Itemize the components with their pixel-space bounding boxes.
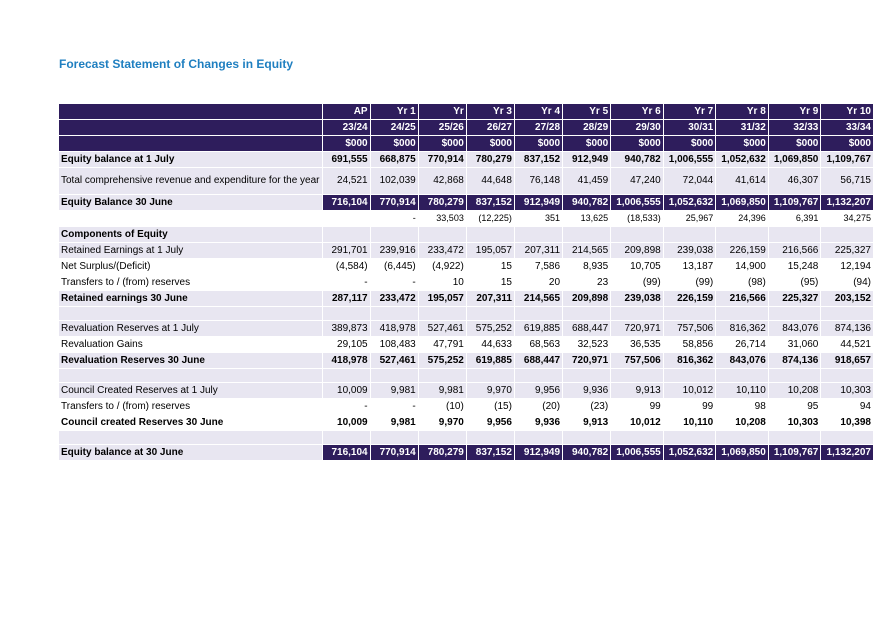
value-cell: 874,136 — [821, 321, 874, 337]
value-cell: 720,971 — [611, 321, 664, 337]
value-cell: 770,914 — [370, 445, 418, 461]
header-cell: $000 — [322, 136, 370, 152]
header-cell: Yr 3 — [466, 104, 514, 120]
value-cell: 1,109,767 — [768, 445, 821, 461]
value-cell — [716, 227, 769, 243]
header-cell: 23/24 — [322, 120, 370, 136]
value-cell — [821, 227, 874, 243]
value-cell: 1,069,850 — [716, 445, 769, 461]
value-cell: 10,009 — [322, 415, 370, 431]
value-cell: 619,885 — [466, 353, 514, 369]
value-cell — [768, 431, 821, 445]
value-cell: (10) — [418, 399, 466, 415]
value-cell: 619,885 — [514, 321, 562, 337]
header-cell: Yr 4 — [514, 104, 562, 120]
table-row — [59, 445, 874, 461]
value-cell: 31,060 — [768, 337, 821, 353]
value-cell: 668,875 — [370, 152, 418, 168]
value-cell — [418, 307, 466, 321]
value-cell: 13,625 — [563, 211, 611, 227]
value-cell: 10,398 — [821, 415, 874, 431]
value-cell: 41,459 — [563, 168, 611, 195]
value-cell: 26,714 — [716, 337, 769, 353]
value-cell: 10,208 — [768, 383, 821, 399]
header-cell: Yr 1 — [370, 104, 418, 120]
value-cell: 10,303 — [821, 383, 874, 399]
value-cell: 209,898 — [563, 291, 611, 307]
value-cell: 15,248 — [768, 259, 821, 275]
value-cell: 780,279 — [418, 195, 466, 211]
header-row — [59, 104, 874, 120]
value-cell — [768, 227, 821, 243]
row-label: Components of Equity — [59, 227, 323, 243]
value-cell — [418, 369, 466, 383]
value-cell: 9,956 — [514, 383, 562, 399]
value-cell: 239,038 — [663, 243, 716, 259]
value-cell: 44,633 — [466, 337, 514, 353]
value-cell: 12,194 — [821, 259, 874, 275]
value-cell: 226,159 — [716, 243, 769, 259]
value-cell — [611, 369, 664, 383]
value-cell: 287,117 — [322, 291, 370, 307]
table-row — [59, 259, 874, 275]
header-label-cell — [59, 120, 323, 136]
value-cell: 10,208 — [716, 415, 769, 431]
value-cell: 757,506 — [663, 321, 716, 337]
header-cell: 27/28 — [514, 120, 562, 136]
value-cell: 716,104 — [322, 195, 370, 211]
value-cell: 29,105 — [322, 337, 370, 353]
value-cell — [563, 431, 611, 445]
header-cell: $000 — [768, 136, 821, 152]
value-cell: 233,472 — [370, 291, 418, 307]
row-label: Total comprehensive revenue and expenditure for the year — [59, 168, 323, 195]
table-row — [59, 307, 874, 321]
value-cell: 10,012 — [611, 415, 664, 431]
value-cell — [611, 431, 664, 445]
value-cell: 1,052,632 — [663, 195, 716, 211]
header-cell: $000 — [514, 136, 562, 152]
row-label: Equity balance at 30 June — [59, 445, 323, 461]
value-cell: 912,949 — [514, 195, 562, 211]
value-cell: - — [370, 399, 418, 415]
value-cell: 9,913 — [611, 383, 664, 399]
row-label: Equity Balance 30 June — [59, 195, 323, 211]
row-label — [59, 307, 323, 321]
equity-table-body — [59, 104, 874, 461]
value-cell: - — [370, 275, 418, 291]
value-cell: 9,981 — [370, 415, 418, 431]
value-cell: 225,327 — [768, 291, 821, 307]
value-cell: (99) — [611, 275, 664, 291]
value-cell: 1,109,767 — [768, 195, 821, 211]
header-cell: Yr 6 — [611, 104, 664, 120]
row-label: Transfers to / (from) reserves — [59, 399, 323, 415]
table-row — [59, 415, 874, 431]
table-row — [59, 211, 874, 227]
value-cell: (4,922) — [418, 259, 466, 275]
value-cell: 56,715 — [821, 168, 874, 195]
value-cell: 843,076 — [768, 321, 821, 337]
value-cell: 98 — [716, 399, 769, 415]
value-cell — [466, 307, 514, 321]
row-label: Revaluation Reserves at 1 July — [59, 321, 323, 337]
value-cell: 10,110 — [663, 415, 716, 431]
value-cell: (23) — [563, 399, 611, 415]
value-cell: 1,052,632 — [716, 152, 769, 168]
value-cell: 918,657 — [821, 353, 874, 369]
value-cell: 8,935 — [563, 259, 611, 275]
equity-table — [58, 103, 874, 461]
value-cell: 418,978 — [322, 353, 370, 369]
value-cell — [563, 307, 611, 321]
value-cell: 10,705 — [611, 259, 664, 275]
table-row — [59, 243, 874, 259]
value-cell: 770,914 — [370, 195, 418, 211]
value-cell — [821, 369, 874, 383]
value-cell — [663, 431, 716, 445]
value-cell: 1,006,555 — [663, 152, 716, 168]
value-cell: 34,275 — [821, 211, 874, 227]
value-cell: (98) — [716, 275, 769, 291]
header-cell: $000 — [563, 136, 611, 152]
value-cell: 214,565 — [514, 291, 562, 307]
value-cell — [370, 227, 418, 243]
value-cell: 691,555 — [322, 152, 370, 168]
value-cell — [370, 307, 418, 321]
header-cell: Yr 9 — [768, 104, 821, 120]
value-cell: 225,327 — [821, 243, 874, 259]
value-cell: 68,563 — [514, 337, 562, 353]
value-cell — [514, 307, 562, 321]
value-cell — [611, 227, 664, 243]
value-cell: 389,873 — [322, 321, 370, 337]
value-cell: 99 — [663, 399, 716, 415]
value-cell: 239,916 — [370, 243, 418, 259]
value-cell — [716, 369, 769, 383]
value-cell: 233,472 — [418, 243, 466, 259]
header-cell: $000 — [611, 136, 664, 152]
row-label: Transfers to / (from) reserves — [59, 275, 323, 291]
value-cell: 351 — [514, 211, 562, 227]
value-cell: 47,240 — [611, 168, 664, 195]
value-cell — [514, 227, 562, 243]
value-cell: (94) — [821, 275, 874, 291]
row-label: Equity balance at 1 July — [59, 152, 323, 168]
value-cell: 42,868 — [418, 168, 466, 195]
row-label: Revaluation Gains — [59, 337, 323, 353]
page-title: Forecast Statement of Changes in Equity — [59, 57, 294, 71]
header-cell: Yr 8 — [716, 104, 769, 120]
value-cell: 940,782 — [563, 445, 611, 461]
header-cell: $000 — [466, 136, 514, 152]
value-cell: 72,044 — [663, 168, 716, 195]
value-cell: 912,949 — [563, 152, 611, 168]
row-label — [59, 369, 323, 383]
value-cell: 9,936 — [563, 383, 611, 399]
header-cell: 25/26 — [418, 120, 466, 136]
value-cell: 195,057 — [418, 291, 466, 307]
value-cell: 940,782 — [563, 195, 611, 211]
value-cell: 207,311 — [466, 291, 514, 307]
table-row — [59, 275, 874, 291]
value-cell: (12,225) — [466, 211, 514, 227]
value-cell — [716, 431, 769, 445]
value-cell: 41,614 — [716, 168, 769, 195]
value-cell — [370, 431, 418, 445]
value-cell: - — [322, 275, 370, 291]
value-cell: 837,152 — [466, 445, 514, 461]
value-cell — [466, 227, 514, 243]
header-row — [59, 136, 874, 152]
value-cell: 44,648 — [466, 168, 514, 195]
value-cell: 13,187 — [663, 259, 716, 275]
value-cell — [322, 431, 370, 445]
value-cell: 46,307 — [768, 168, 821, 195]
value-cell: 1,109,767 — [821, 152, 874, 168]
value-cell: 10 — [418, 275, 466, 291]
header-cell: Yr 5 — [563, 104, 611, 120]
value-cell: 207,311 — [514, 243, 562, 259]
value-cell: 418,978 — [370, 321, 418, 337]
value-cell: 95 — [768, 399, 821, 415]
header-cell: Yr — [418, 104, 466, 120]
value-cell: 36,535 — [611, 337, 664, 353]
value-cell: 32,523 — [563, 337, 611, 353]
value-cell: 10,012 — [663, 383, 716, 399]
value-cell — [663, 307, 716, 321]
header-row — [59, 120, 874, 136]
header-cell: $000 — [716, 136, 769, 152]
value-cell: 9,913 — [563, 415, 611, 431]
row-label: Council Created Reserves at 1 July — [59, 383, 323, 399]
value-cell: 9,981 — [418, 383, 466, 399]
value-cell: 15 — [466, 275, 514, 291]
row-label: Net Surplus/(Deficit) — [59, 259, 323, 275]
value-cell: (6,445) — [370, 259, 418, 275]
value-cell: 1,052,632 — [663, 445, 716, 461]
value-cell — [418, 431, 466, 445]
header-cell: Yr 10 — [821, 104, 874, 120]
header-cell: 32/33 — [768, 120, 821, 136]
value-cell — [563, 369, 611, 383]
value-cell — [322, 227, 370, 243]
value-cell — [322, 307, 370, 321]
table-row — [59, 321, 874, 337]
value-cell: - — [370, 211, 418, 227]
header-cell: 29/30 — [611, 120, 664, 136]
value-cell: 76,148 — [514, 168, 562, 195]
value-cell: (20) — [514, 399, 562, 415]
value-cell: 757,506 — [611, 353, 664, 369]
value-cell: 816,362 — [663, 353, 716, 369]
header-cell: 30/31 — [663, 120, 716, 136]
value-cell — [514, 431, 562, 445]
value-cell: 209,898 — [611, 243, 664, 259]
value-cell — [563, 227, 611, 243]
value-cell — [663, 369, 716, 383]
header-cell: $000 — [821, 136, 874, 152]
value-cell: 9,970 — [418, 415, 466, 431]
value-cell: 94 — [821, 399, 874, 415]
value-cell: 9,981 — [370, 383, 418, 399]
value-cell: 195,057 — [466, 243, 514, 259]
value-cell: 9,956 — [466, 415, 514, 431]
value-cell: 1,132,207 — [821, 195, 874, 211]
value-cell — [821, 307, 874, 321]
value-cell: 20 — [514, 275, 562, 291]
value-cell: 44,521 — [821, 337, 874, 353]
header-cell: 26/27 — [466, 120, 514, 136]
value-cell: 14,900 — [716, 259, 769, 275]
value-cell: 47,791 — [418, 337, 466, 353]
value-cell — [821, 431, 874, 445]
header-cell: $000 — [418, 136, 466, 152]
value-cell: 15 — [466, 259, 514, 275]
value-cell: 291,701 — [322, 243, 370, 259]
header-cell: 31/32 — [716, 120, 769, 136]
value-cell — [514, 369, 562, 383]
value-cell: 214,565 — [563, 243, 611, 259]
value-cell: 10,110 — [716, 383, 769, 399]
value-cell: 216,566 — [716, 291, 769, 307]
row-label — [59, 431, 323, 445]
value-cell: 25,967 — [663, 211, 716, 227]
value-cell: 575,252 — [418, 353, 466, 369]
value-cell: 10,009 — [322, 383, 370, 399]
value-cell: 9,970 — [466, 383, 514, 399]
row-label: Revaluation Reserves 30 June — [59, 353, 323, 369]
value-cell: 203,152 — [821, 291, 874, 307]
value-cell: (18,533) — [611, 211, 664, 227]
value-cell: 688,447 — [563, 321, 611, 337]
value-cell: 770,914 — [418, 152, 466, 168]
value-cell: 940,782 — [611, 152, 664, 168]
value-cell: 575,252 — [466, 321, 514, 337]
value-cell — [768, 369, 821, 383]
value-cell: 874,136 — [768, 353, 821, 369]
value-cell: 24,521 — [322, 168, 370, 195]
table-row — [59, 291, 874, 307]
header-cell: $000 — [370, 136, 418, 152]
value-cell — [322, 369, 370, 383]
value-cell: 1,132,207 — [821, 445, 874, 461]
value-cell: 912,949 — [514, 445, 562, 461]
value-cell — [322, 211, 370, 227]
table-row — [59, 399, 874, 415]
value-cell: 1,006,555 — [611, 445, 664, 461]
table-row — [59, 431, 874, 445]
table-row — [59, 152, 874, 168]
value-cell: 527,461 — [370, 353, 418, 369]
value-cell: 688,447 — [514, 353, 562, 369]
value-cell — [418, 227, 466, 243]
header-cell: 24/25 — [370, 120, 418, 136]
value-cell: 99 — [611, 399, 664, 415]
header-label-cell — [59, 136, 323, 152]
value-cell: 816,362 — [716, 321, 769, 337]
value-cell: 33,503 — [418, 211, 466, 227]
value-cell: 716,104 — [322, 445, 370, 461]
value-cell: 108,483 — [370, 337, 418, 353]
value-cell: 1,069,850 — [768, 152, 821, 168]
value-cell: (99) — [663, 275, 716, 291]
table-row — [59, 369, 874, 383]
row-label — [59, 211, 323, 227]
value-cell: 780,279 — [418, 445, 466, 461]
value-cell: - — [322, 399, 370, 415]
value-cell: 7,586 — [514, 259, 562, 275]
value-cell: 6,391 — [768, 211, 821, 227]
value-cell — [466, 369, 514, 383]
value-cell: 58,856 — [663, 337, 716, 353]
value-cell — [716, 307, 769, 321]
value-cell: (4,584) — [322, 259, 370, 275]
table-row — [59, 168, 874, 195]
table-row — [59, 337, 874, 353]
value-cell: 239,038 — [611, 291, 664, 307]
value-cell: 226,159 — [663, 291, 716, 307]
value-cell: 23 — [563, 275, 611, 291]
value-cell: 9,936 — [514, 415, 562, 431]
value-cell — [370, 369, 418, 383]
table-row — [59, 383, 874, 399]
header-cell: 33/34 — [821, 120, 874, 136]
value-cell — [611, 307, 664, 321]
value-cell: 843,076 — [716, 353, 769, 369]
value-cell: 10,303 — [768, 415, 821, 431]
value-cell: 1,006,555 — [611, 195, 664, 211]
value-cell: 102,039 — [370, 168, 418, 195]
value-cell: (15) — [466, 399, 514, 415]
value-cell: 527,461 — [418, 321, 466, 337]
value-cell: 216,566 — [768, 243, 821, 259]
header-cell: Yr 7 — [663, 104, 716, 120]
value-cell: 720,971 — [563, 353, 611, 369]
header-label-cell — [59, 104, 323, 120]
value-cell — [466, 431, 514, 445]
row-label: Council created Reserves 30 June — [59, 415, 323, 431]
value-cell: 837,152 — [514, 152, 562, 168]
value-cell: (95) — [768, 275, 821, 291]
table-row — [59, 353, 874, 369]
value-cell: 780,279 — [466, 152, 514, 168]
header-cell: $000 — [663, 136, 716, 152]
row-label: Retained Earnings at 1 July — [59, 243, 323, 259]
header-cell: 28/29 — [563, 120, 611, 136]
value-cell: 24,396 — [716, 211, 769, 227]
header-cell: AP — [322, 104, 370, 120]
value-cell — [768, 307, 821, 321]
row-label: Retained earnings 30 June — [59, 291, 323, 307]
value-cell: 1,069,850 — [716, 195, 769, 211]
table-row — [59, 195, 874, 211]
value-cell: 837,152 — [466, 195, 514, 211]
value-cell — [663, 227, 716, 243]
table-row — [59, 227, 874, 243]
